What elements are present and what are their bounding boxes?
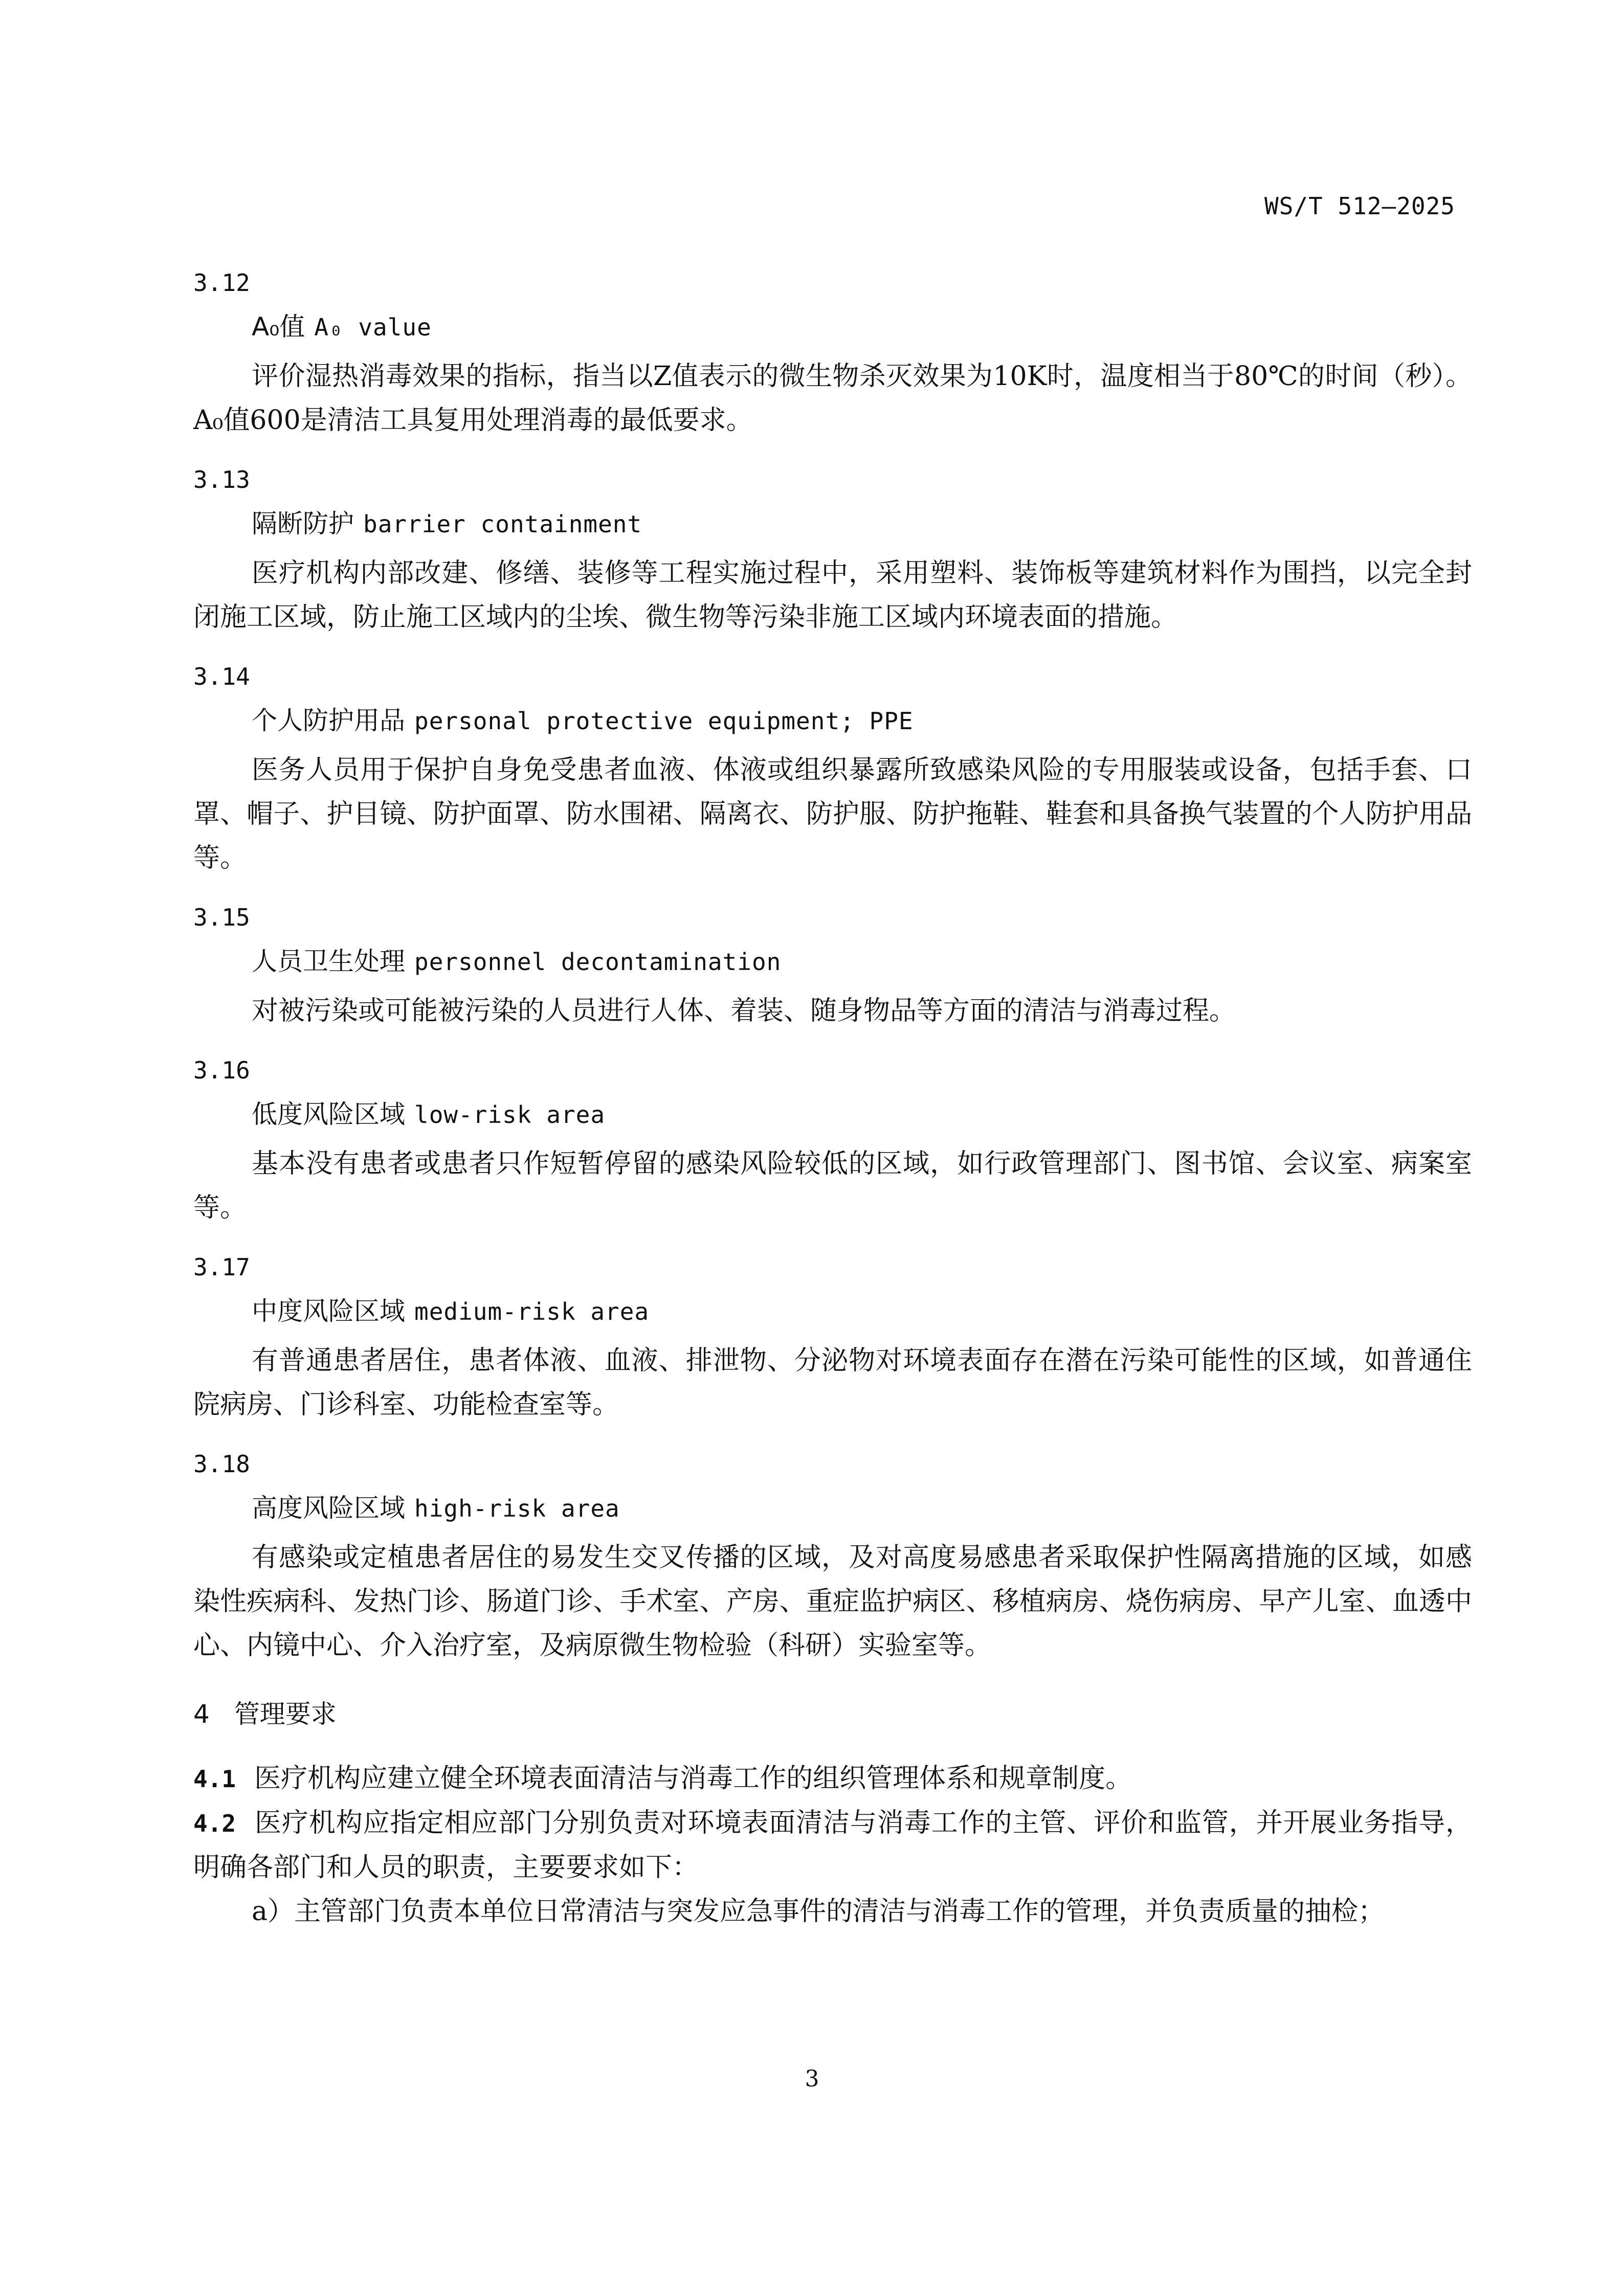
term-number: 3.13 <box>193 466 250 493</box>
clause-number: 4.1 <box>193 1765 236 1793</box>
term-number: 3.17 <box>193 1253 250 1281</box>
term-definition: 有感染或定植患者居住的易发生交叉传播的区域，及对高度易感患者采取保护性隔离措施的区域，如感染性疾病科、发热门诊、肠道门诊、手术室、产房、重症监护病区、移植病房、烧伤病房、早产儿室、血透中心、内镜中心、介入治疗室，及病原微生物检验（科研）实验室等。 <box>193 1542 1472 1661</box>
term-en: medium-risk area <box>414 1298 650 1325</box>
term-en: A₀ value <box>314 313 432 341</box>
term-definition: 有普通患者居住，患者体液、血液、排泄物、分泌物对环境表面存在潜在污染可能性的区域，如普通住院病房、门诊科室、功能检查室等。 <box>193 1345 1472 1420</box>
term-en: barrier containment <box>363 510 642 538</box>
term-definition: 医务人员用于保护自身免受患者血液、体液或组织暴露所致感染风险的专用服装或设备，包括手套、口罩、帽子、护目镜、防护面罩、防水围裙、隔离衣、防护服、防护拖鞋、鞋套和具备换气装置的个人防护用品等。 <box>193 755 1472 873</box>
section-title: 管理要求 <box>234 1699 337 1729</box>
term-cn: 人员卫生处理 <box>252 947 405 976</box>
section-heading <box>193 1692 1472 1736</box>
term-entry <box>193 261 1472 442</box>
term-number: 3.16 <box>193 1056 250 1084</box>
term-en: personnel decontamination <box>414 948 782 976</box>
term-en: low-risk area <box>414 1101 606 1129</box>
term-heading <box>193 305 1472 349</box>
clause-text: 医疗机构应指定相应部门分别负责对环境表面清洁与消毒工作的主管、评价和监管，并开展业务指导，明确各部门和人员的职责，主要要求如下： <box>193 1808 1472 1883</box>
term-en: personal protective equipment; PPE <box>414 707 914 735</box>
term-entry <box>193 1245 1472 1427</box>
term-number: 3.14 <box>193 663 250 690</box>
term-cn: 中度风险区域 <box>252 1296 405 1326</box>
term-entry <box>193 458 1472 639</box>
term-cn: 个人防护用品 <box>252 706 405 735</box>
term-definition: 基本没有患者或患者只作短暂停留的感染风险较低的区域，如行政管理部门、图书馆、会议室、病案室等。 <box>193 1149 1472 1223</box>
list-item: a）主管部门负责本单位日常清洁与突发应急事件的清洁与消毒工作的管理，并负责质量的抽检； <box>252 1896 1385 1927</box>
clause-text: 医疗机构应建立健全环境表面清洁与消毒工作的组织管理体系和规章制度。 <box>254 1763 1132 1794</box>
section-number: 4 <box>193 1699 210 1729</box>
term-number: 3.12 <box>193 269 250 297</box>
term-entry <box>193 655 1472 880</box>
term-heading <box>193 939 1472 984</box>
term-cn: A₀值 <box>252 312 305 342</box>
term-cn: 低度风险区域 <box>252 1099 405 1129</box>
page-number: 3 <box>805 2066 819 2092</box>
term-entry <box>193 1048 1472 1230</box>
page-content <box>193 261 1472 1933</box>
term-cn: 高度风险区域 <box>252 1493 405 1523</box>
term-heading <box>193 699 1472 743</box>
term-definition: 评价湿热消毒效果的指标，指当以Z值表示的微生物杀灭效果为10K时，温度相当于80℃的时间（秒）。A₀值600是清洁工具复用处理消毒的最低要求。 <box>193 361 1472 436</box>
term-en: high-risk area <box>414 1495 620 1522</box>
term-definition: 对被污染或可能被污染的人员进行人体、着装、随身物品等方面的清洁与消毒过程。 <box>252 996 1236 1026</box>
term-heading <box>193 1092 1472 1137</box>
term-cn: 隔断防护 <box>252 509 354 538</box>
term-definition: 医疗机构内部改建、修缮、装修等工程实施过程中，采用塑料、装饰板等建筑材料作为围挡，以完全封闭施工区域，防止施工区域内的尘埃、微生物等污染非施工区域内环境表面的措施。 <box>193 558 1472 633</box>
term-number: 3.15 <box>193 904 250 931</box>
term-entry <box>193 895 1472 1033</box>
standard-code: WS/T 512—2025 <box>1264 192 1455 220</box>
term-heading <box>193 1289 1472 1334</box>
clause <box>193 1757 1472 1801</box>
term-entry <box>193 1442 1472 1668</box>
term-heading <box>193 1486 1472 1530</box>
clause-number: 4.2 <box>193 1810 236 1837</box>
clause <box>193 1801 1472 1889</box>
term-number: 3.18 <box>193 1450 250 1478</box>
term-heading <box>193 502 1472 546</box>
